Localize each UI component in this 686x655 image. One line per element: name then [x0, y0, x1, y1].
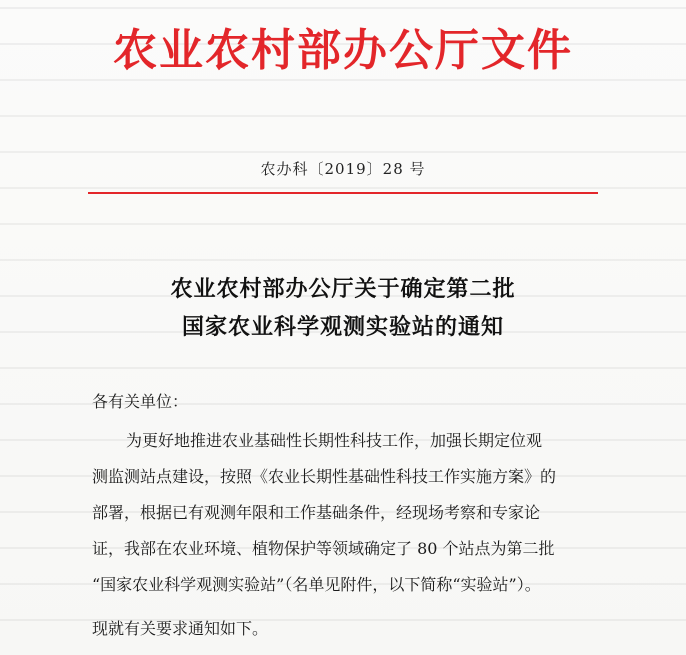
document-number: 农办科〔2019〕28 号 [260, 160, 426, 178]
closing-line: 现就有关要求通知如下。 [92, 619, 269, 638]
title-line-1: 农业农村部办公厅关于确定第二批 [170, 276, 516, 302]
body-paragraph [92, 423, 612, 603]
red-divider-line [88, 192, 598, 194]
body-line-1: 为更好地推进农业基础性长期性科技工作，加强长期定位观 [126, 431, 543, 450]
salutation: 各有关单位： [92, 392, 189, 411]
document-title [0, 270, 686, 346]
title-line-2: 国家农业科学观测实验站的通知 [181, 314, 504, 340]
body-line-5: “国家农业科学观测实验站”（名单见附件，以下简称“实验站”）。 [92, 575, 541, 594]
issuer-header: 农业农村部办公厅文件 [113, 25, 573, 76]
body-line-3: 部署，根据已有观测年限和工作基础条件，经现场考察和专家论 [92, 503, 541, 522]
body-line-4: 证，我部在农业环境、植物保护等领域确定了 80 个站点为第二批 [92, 539, 555, 558]
body-line-2: 测监测站点建设，按照《农业长期性基础性科技工作实施方案》的 [92, 467, 557, 486]
